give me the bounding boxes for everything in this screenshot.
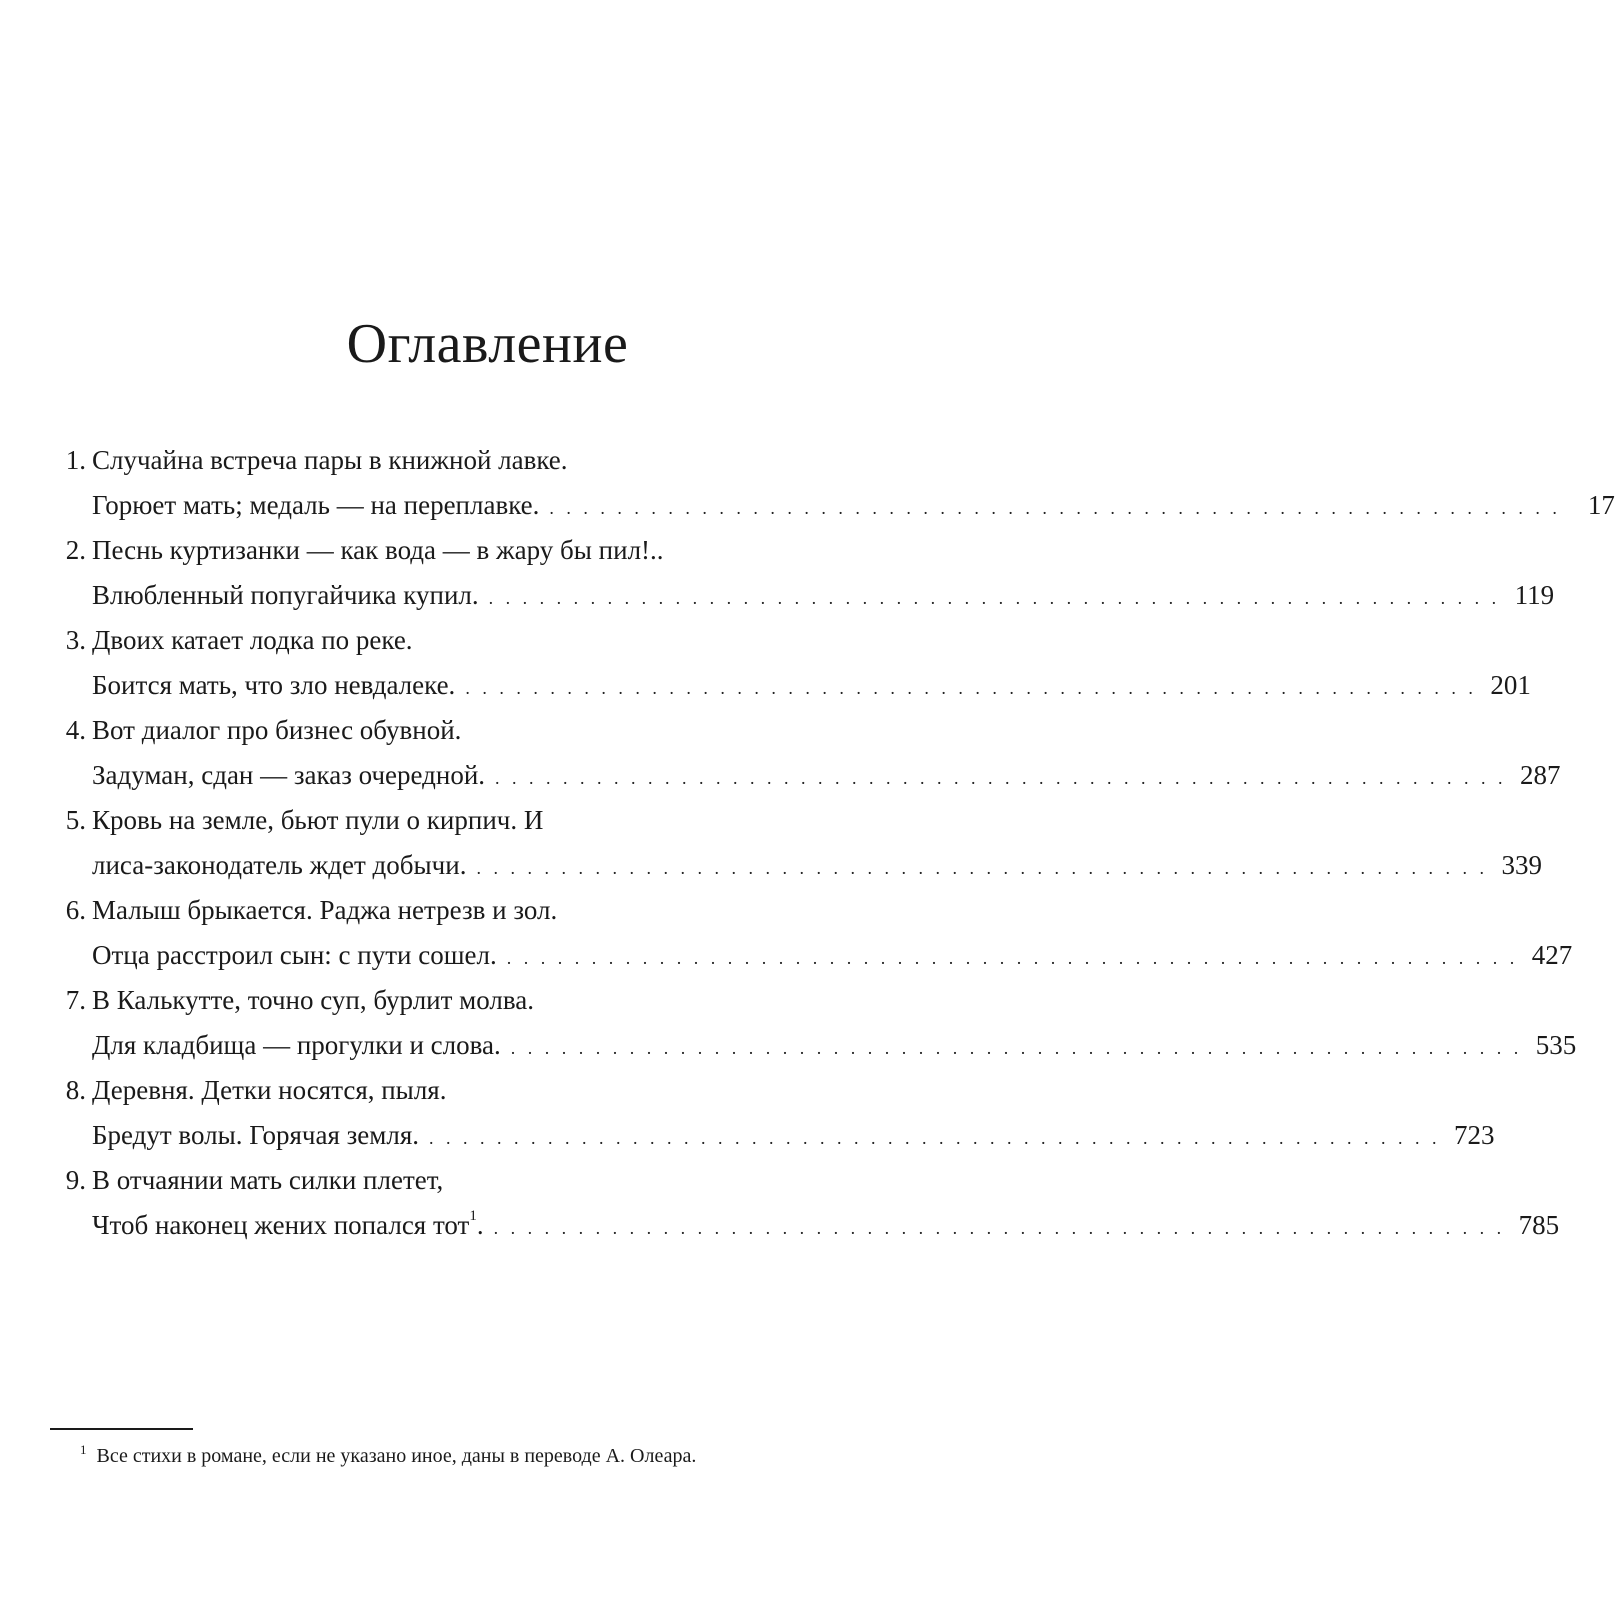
toc-entry-number: 4. bbox=[65, 715, 86, 745]
toc-entry-line1: Малыш брыкается. Раджа нетрезв и зол. bbox=[92, 895, 558, 925]
toc-entry-7[interactable] bbox=[48, 978, 1577, 1068]
toc-entry-9[interactable] bbox=[48, 1158, 1560, 1248]
toc-entry-line2-row bbox=[92, 933, 1573, 981]
toc-leader-dots: . . . . . . . . . . . . . . . . . . . . . . . . . . . . . . . . . . . . . . . . . . . . . . . . . . . . . . . . . . . . bbox=[495, 768, 1507, 788]
toc-leader-dots: . . . . . . . . . . . . . . . . . . . . . . . . . . . . . . . . . . . . . . . . . . . . . . . . . . . . . . . . . . . . bbox=[493, 1218, 1506, 1238]
toc-entry-line2-row bbox=[92, 843, 1542, 891]
toc-entry-line2: лиса-законодатель ждет добычи. bbox=[92, 850, 467, 880]
table-of-contents bbox=[48, 438, 1615, 1248]
toc-page-number: 785 bbox=[1518, 1210, 1560, 1240]
toc-entry-line1: Вот диалог про бизнес обувной. bbox=[92, 715, 462, 745]
toc-page-number: 201 bbox=[1490, 670, 1531, 700]
toc-entry-line1: Кровь на земле, бьют пули о кирпич. И bbox=[92, 805, 544, 835]
footnote-mark: 1 bbox=[80, 1442, 87, 1457]
toc-entry-line1: Песнь куртизанки — как вода — в жару бы пил!.. bbox=[92, 535, 664, 565]
toc-leader-dots: . . . . . . . . . . . . . . . . . . . . . . . . . . . . . . . . . . . . . . . . . . . . . . . . . . . . . . . . . . . . bbox=[488, 588, 1501, 608]
toc-page-number: 119 bbox=[1514, 580, 1555, 610]
toc-entry-line2: Отца расстроил сын: с пути сошел. bbox=[92, 940, 497, 970]
toc-entry-2[interactable] bbox=[48, 528, 1555, 618]
toc-entry-5[interactable] bbox=[48, 798, 1542, 888]
toc-entry-line2-wrap bbox=[92, 1203, 484, 1248]
toc-page-number: 17 bbox=[1587, 490, 1615, 520]
toc-entry-8[interactable] bbox=[48, 1068, 1495, 1158]
toc-entry-line2: Горюет мать; медаль — на переплавке. bbox=[92, 490, 540, 520]
footnote-text: Все стихи в романе, если не указано иное, даны в переводе А. Олеара. bbox=[96, 1445, 697, 1467]
toc-entry-number: 9. bbox=[65, 1165, 86, 1195]
toc-leader-dots: . . . . . . . . . . . . . . . . . . . . . . . . . . . . . . . . . . . . . . . . . . . . . . . . . . . . . . . . . . . . bbox=[476, 858, 1488, 878]
footnote-reference[interactable]: 1 bbox=[469, 1208, 477, 1224]
toc-entry-line2-row bbox=[92, 1023, 1577, 1071]
toc-page-number: 287 bbox=[1520, 760, 1561, 790]
toc-entry-line2: Для кладбища — прогулки и слова. bbox=[92, 1030, 501, 1060]
toc-entry-number: 3. bbox=[65, 625, 86, 655]
toc-entry-line2-end: . bbox=[476, 1210, 484, 1240]
toc-entry-number: 8. bbox=[65, 1075, 86, 1105]
toc-page-number: 339 bbox=[1501, 850, 1542, 880]
toc-leader-dots: . . . . . . . . . . . . . . . . . . . . . . . . . . . . . . . . . . . . . . . . . . . . . . . . . . . . . . . . . . . . bbox=[465, 678, 1477, 698]
toc-entry-line2-row bbox=[92, 663, 1531, 711]
toc-entry-6[interactable] bbox=[48, 888, 1573, 978]
footnote bbox=[80, 1442, 960, 1472]
toc-entry-1[interactable] bbox=[48, 438, 1615, 528]
toc-entry-line2: Задуман, сдан — заказ очередной. bbox=[92, 760, 486, 790]
toc-leader-dots: . . . . . . . . . . . . . . . . . . . . . . . . . . . . . . . . . . . . . . . . . . . . . . . . . . . . . . . . . . . . bbox=[510, 1038, 1523, 1058]
toc-entry-line2-row bbox=[92, 1203, 1560, 1251]
toc-entry-4[interactable] bbox=[48, 708, 1561, 798]
toc-page-number: 427 bbox=[1531, 940, 1573, 970]
toc-entry-line2: Влюбленный попугайчика купил. bbox=[92, 580, 479, 610]
toc-entry-line1: В отчаянии мать силки плетет, bbox=[92, 1165, 444, 1195]
toc-entry-line1: Случайна встреча пары в книжной лавке. bbox=[92, 445, 568, 475]
toc-entry-line1: В Калькутте, точно суп, бурлит молва. bbox=[92, 985, 534, 1015]
toc-leader-dots: . . . . . . . . . . . . . . . . . . . . . . . . . . . . . . . . . . . . . . . . . . . . . . . . . . . . . . . . . . . . bbox=[429, 1128, 1441, 1148]
toc-entry-number: 2. bbox=[65, 535, 86, 565]
toc-leader-dots: . . . . . . . . . . . . . . . . . . . . . . . . . . . . . . . . . . . . . . . . . . . . . . . . . . . . . . . . . . . . bbox=[549, 498, 1561, 518]
toc-entry-number: 6. bbox=[65, 895, 86, 925]
toc-entry-line2: Чтоб наконец жених попался тот bbox=[92, 1210, 470, 1240]
toc-entry-3[interactable] bbox=[48, 618, 1531, 708]
toc-entry-line2-row bbox=[92, 483, 1615, 531]
toc-entry-line2: Боится мать, что зло невдалеке. bbox=[92, 670, 456, 700]
toc-entry-line2-row bbox=[92, 1113, 1495, 1161]
toc-page-number: 723 bbox=[1454, 1120, 1495, 1150]
toc-entry-line2-row bbox=[92, 573, 1555, 621]
toc-entry-line2-row bbox=[92, 753, 1561, 801]
toc-leader-dots: . . . . . . . . . . . . . . . . . . . . . . . . . . . . . . . . . . . . . . . . . . . . . . . . . . . . . . . . . . . . bbox=[506, 948, 1519, 968]
toc-page-number: 535 bbox=[1535, 1030, 1577, 1060]
toc-entry-line1: Двоих катает лодка по реке. bbox=[92, 625, 413, 655]
toc-entry-number: 1. bbox=[65, 445, 86, 475]
page-title: Оглавление bbox=[346, 313, 629, 375]
toc-entry-number: 7. bbox=[65, 985, 86, 1015]
toc-entry-number: 5. bbox=[65, 805, 86, 835]
footnote-separator bbox=[50, 1428, 193, 1430]
toc-entry-line2: Бредут волы. Горячая земля. bbox=[92, 1120, 420, 1150]
toc-entry-line1: Деревня. Детки носятся, пыля. bbox=[92, 1075, 447, 1105]
